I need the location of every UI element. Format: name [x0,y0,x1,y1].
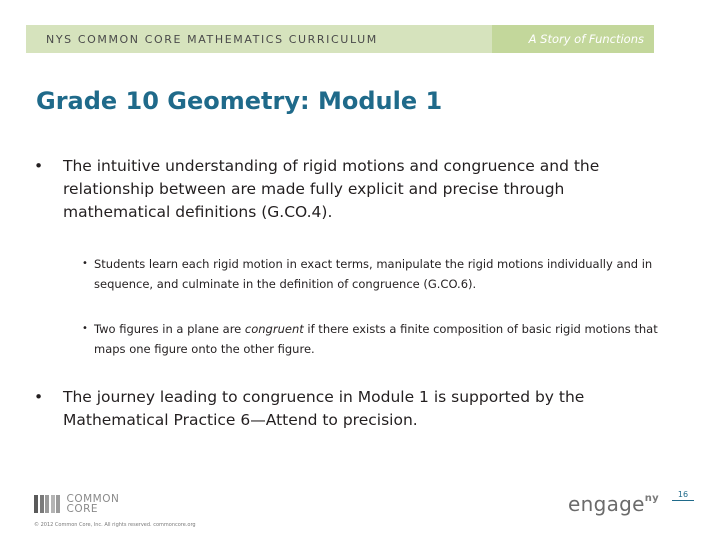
sub-bullet-item [82,319,682,359]
congruent-term: congruent [244,322,304,336]
sub-bullet-item [82,254,682,294]
bullet-dot: • [82,323,88,334]
bullet-dot: • [34,157,44,175]
bullet-item [34,155,674,224]
copyright-notice: © 2012 Common Core, Inc. All rights reserved. commoncore.org [34,522,196,528]
bullet-text: The journey leading to congruence in Module 1 is supported by the Mathematical Practice 6—Attend to precision. [63,388,585,429]
series-label: A Story of Functions [492,25,654,53]
logo-line-1: COMMON [66,493,120,505]
header-bar [26,25,654,53]
sub-bullet-text: Students learn each rigid motion in exact terms, manipulate the rigid motions individually and in sequence, and culminate in the definition of congruence (G.CO.6). [94,257,653,291]
bullet-text: The intuitive understanding of rigid motions and congruence and the relationship between are made fully explicit and precise through mathematical definitions (G.CO.4). [63,157,600,221]
bullet-dot: • [82,258,88,269]
sub-bullet-text [94,319,682,359]
slide-title: Grade 10 Geometry: Module 1 [36,87,443,115]
bullet-dot: • [34,388,44,406]
logo-line-2: CORE [66,503,99,515]
engage-word: engage [568,492,645,516]
common-core-logo [34,494,119,514]
ny-mark: ny [644,493,659,505]
common-core-bars-icon [34,495,62,513]
curriculum-label: NYS COMMON CORE MATHEMATICS CURRICULUM [26,25,492,53]
sub-bullet-text-post: if there exists a finite composition of basic rigid motions that maps one figure onto the other figure. [94,322,658,356]
sub-bullet-text-pre: Two figures in a plane are [94,322,245,336]
engageny-logo [568,492,659,516]
page-number: 16 [672,490,694,501]
bullet-item [34,386,674,432]
